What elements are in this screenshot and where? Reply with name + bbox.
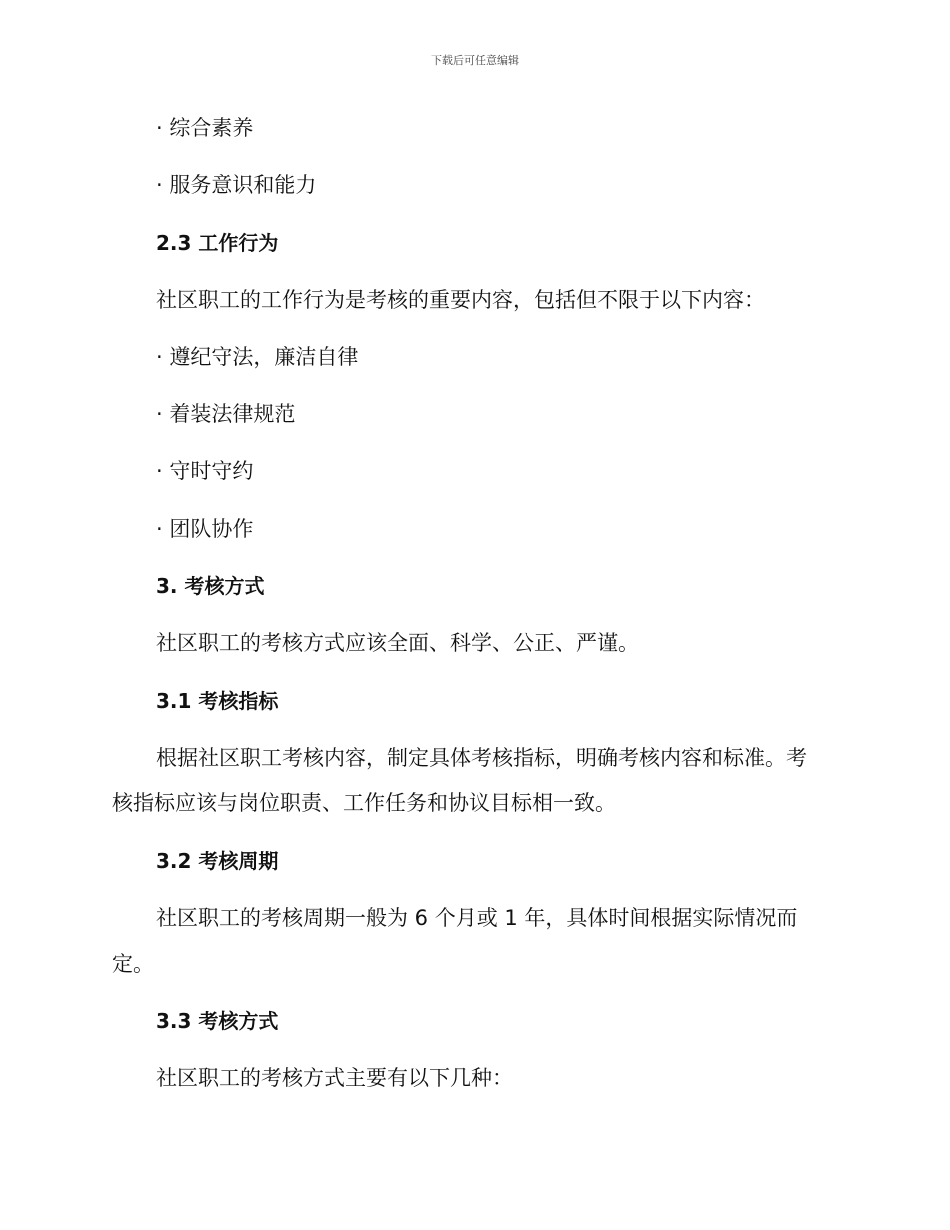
list-item-bullet-1: · 综合素养 [156,116,254,140]
page-header: 下载后可任意编辑 [431,54,519,67]
section-heading-2-3: 2.3 工作行为 [156,231,279,255]
list-item-bullet-3: · 遵纪守法，廉洁自律 [156,345,359,369]
paragraph-3-3: 社区职工的考核方式主要有以下几种： [156,1066,513,1090]
list-item-bullet-4: · 着装法律规范 [156,402,296,426]
list-item-bullet-5: · 守时守约 [156,459,254,483]
paragraph-2-3: 社区职工的工作行为是考核的重要内容，包括但不限于以下内容： [156,288,765,312]
list-item-bullet-6: · 团队协作 [156,517,254,541]
paragraph-3-1-line-2: 核指标应该与岗位职责、工作任务和协议目标相一致。 [112,791,616,815]
list-item-bullet-2: · 服务意识和能力 [156,173,317,197]
paragraph-3-2-line-2: 定。 [112,952,154,976]
paragraph-3: 社区职工的考核方式应该全面、科学、公正、严谨。 [156,631,639,655]
paragraph-3-2-line-1: 社区职工的考核周期一般为 6 个月或 1 年，具体时间根据实际情况而 [156,906,798,930]
section-heading-3-1: 3.1 考核指标 [156,689,279,713]
paragraph-3-1-line-1: 根据社区职工考核内容，制定具体考核指标，明确考核内容和标准。考 [156,746,807,770]
section-heading-3-2: 3.2 考核周期 [156,849,279,873]
section-heading-3: 3. 考核方式 [156,574,265,598]
section-heading-3-3: 3.3 考核方式 [156,1009,279,1033]
